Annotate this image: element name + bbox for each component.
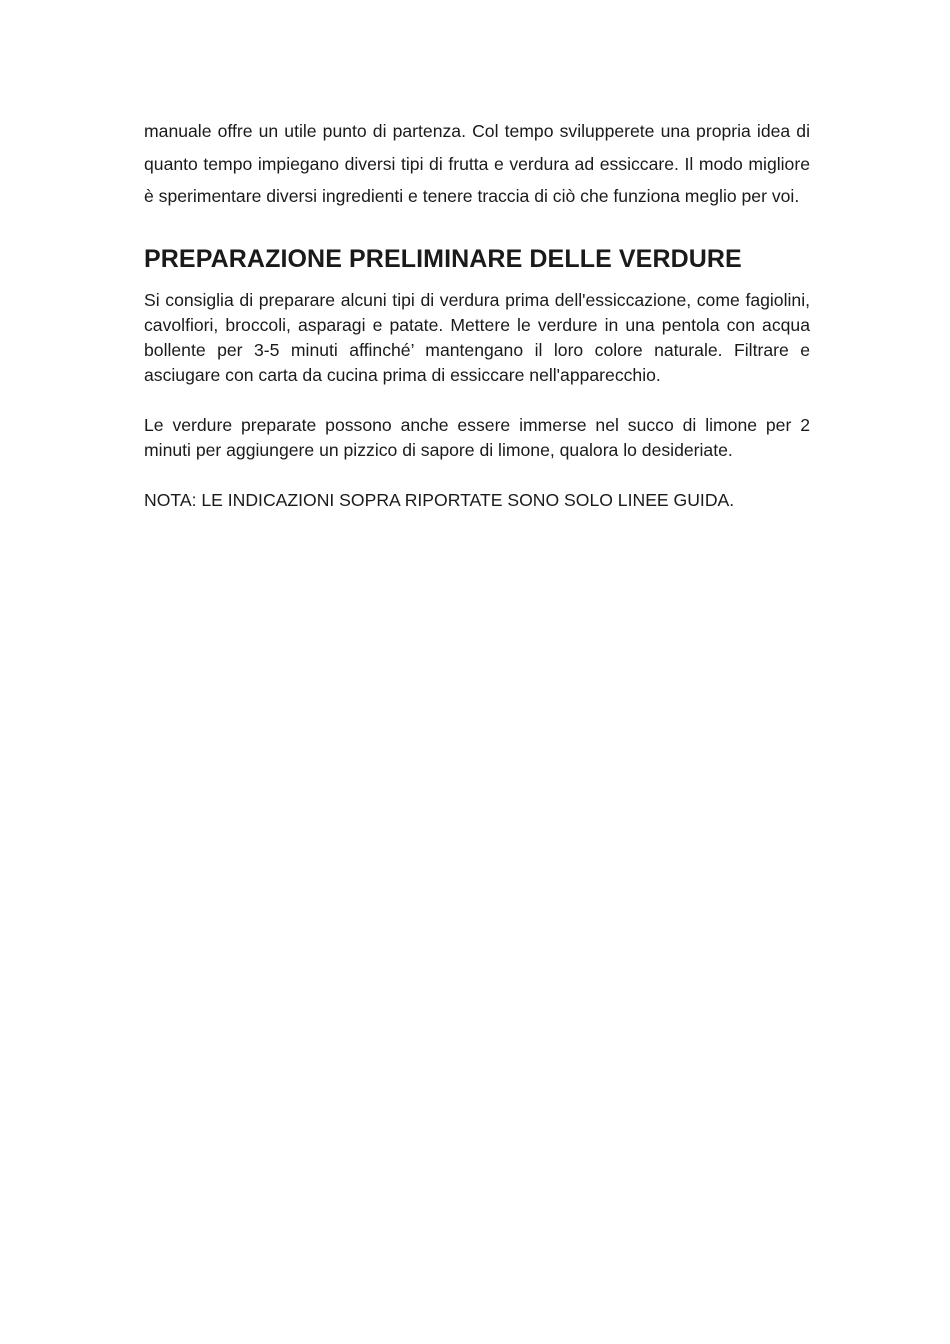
section-heading: PREPARAZIONE PRELIMINARE DELLE VERDURE <box>144 244 742 273</box>
intro-paragraph: manuale offre un utile punto di partenza. Col tempo svilupperete una propria idea di quanto tempo impiegano diversi tipi di frutta e verdura ad essiccare. Il modo migliore è sperimentare diversi ingredienti e tenere traccia di ciò che funziona meglio per voi. <box>144 121 810 206</box>
preparation-paragraph: Si consiglia di preparare alcuni tipi di verdura prima dell'essiccazione, come fagiolini, cavolfiori, broccoli, asparagi e patate. Mettere le verdure in una pentola con acqua bollente per 3-5 minuti affinché’ mantengano il loro colore naturale. Filtrare e asciugare con carta da cucina prima di essiccare nell'apparecchio. <box>144 289 810 385</box>
document-page <box>144 115 810 513</box>
lemon-paragraph: Le verdure preparate possono anche essere immerse nel succo di limone per 2 minuti per aggiungere un pizzico di sapore di limone, qualora lo desideriate. <box>144 414 810 460</box>
note-text: NOTA: LE INDICAZIONI SOPRA RIPORTATE SONO SOLO LINEE GUIDA. <box>144 489 735 510</box>
